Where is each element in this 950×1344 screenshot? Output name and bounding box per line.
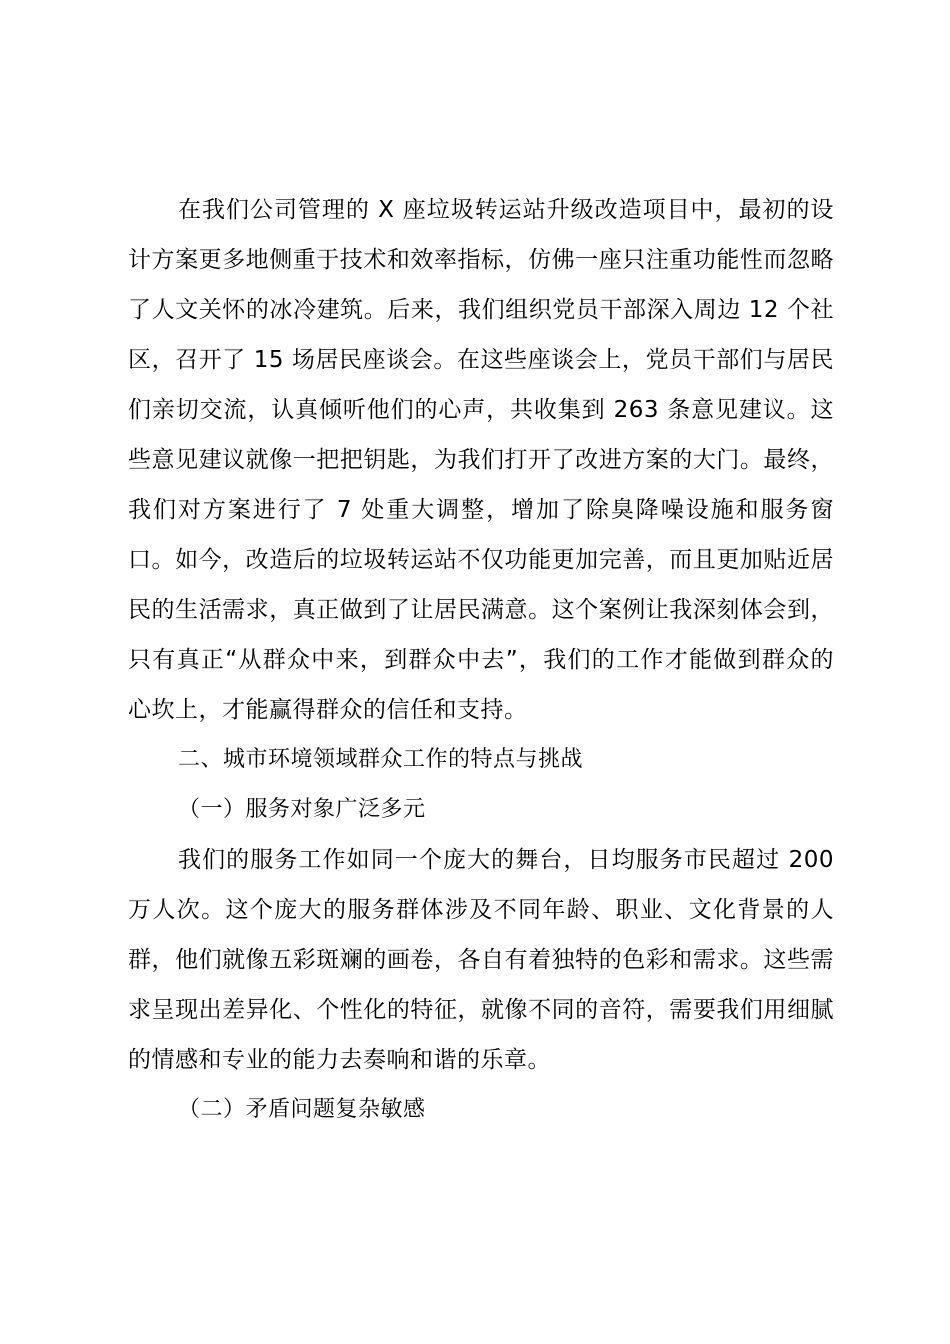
paragraph-service-scope: 我们的服务工作如同一个庞大的舞台，日均服务市民超过 200 万人次。这个庞大的服务群体涉及不同年龄、职业、文化背景的人群，他们就像五彩斑斓的画卷，各自有着独特的色彩和需求。这些需求呈现出差异化、个性化的特征，就像不同的音符，需要我们用细腻的情感和专业的能力去奏响和谐的乐章。: [128, 847, 834, 1073]
paragraph-project-case: 在我们公司管理的 X 座垃圾转运站升级改造项目中，最初的设计方案更多地侧重于技术和效率指标，仿佛一座只注重功能性而忽略了人文关怀的冰冷建筑。后来，我们组织党员干部深入周边 12 个社区，召开了 15 场居民座谈会。在这些座谈会上，党员干部们与居民们亲切交流，认真倾听他们的心声，共收集到 263 条意见建议。这些意见建议就像一把把钥匙，为我们打开了改进方案的大门。最终，我们对方案进行了 7 处重大调整，增加了除臭降噪设施和服务窗口。如今，改造后的垃圾转运站不仅功能更加完善，而且更加贴近居民的生活需求，真正做到了让居民满意。这个案例让我深刻体会到，只有真正“从群众中来，到群众中去”，我们的工作才能做到群众的心坎上，才能赢得群众的信任和支持。: [128, 197, 834, 723]
document-body: [128, 185, 834, 1135]
subsection-heading-1: （一）服务对象广泛多元: [178, 797, 426, 822]
section-heading-2: 二、城市环境领域群众工作的特点与挑战: [178, 747, 584, 772]
subsection-heading-2: （二）矛盾问题复杂敏感: [178, 1097, 426, 1122]
